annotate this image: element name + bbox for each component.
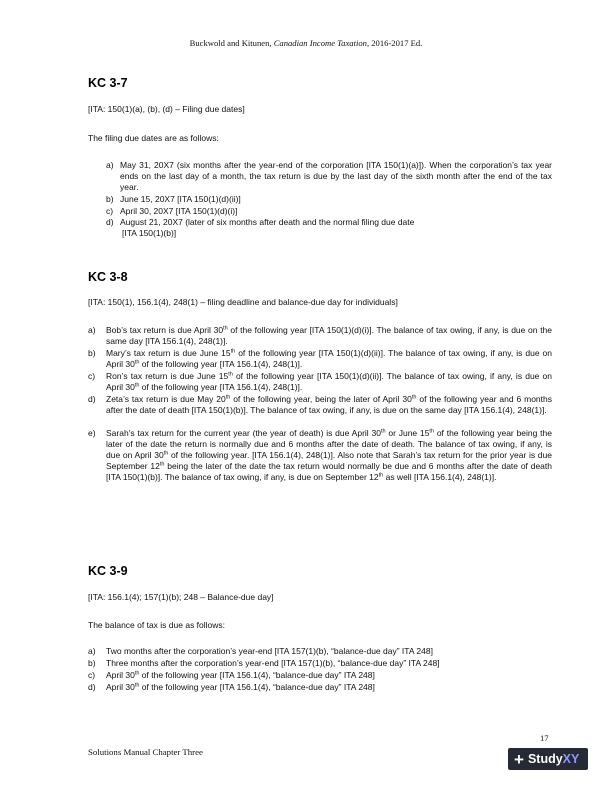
kc39-item-c-label: c) [88,670,96,680]
running-header [0,38,612,48]
kc37-reference: [ITA: 150(1)(a), (b), (d) – Filing due dates] [88,104,245,114]
kc37-item-c-text: April 30, 20X7 [ITA 150(1)(d)(i)] [120,206,238,216]
kc39-intro: The balance of tax is due as follows: [88,620,226,630]
kc39-item-b-text: Three months after the corporation’s year-end [ITA 157(1)(b), “balance-due day” ITA 248] [106,658,440,668]
kc37-item-b-text: June 15, 20X7 [ITA 150(1)(d)(ii)] [120,194,241,204]
kc37-item-c-label: c) [106,206,114,216]
kc39-item-d-text: April 30th of the following year [ITA 156.1(4), “balance-due day” ITA 248] [106,682,375,692]
header-edition: 2016-2017 Ed. [371,38,423,48]
kc39-item-d-label: d) [88,682,96,692]
kc39-item-b-label: b) [88,658,96,668]
kc39-reference: [ITA: 156.1(4); 157(1)(b); 248 – Balance-due day] [88,592,274,602]
kc37-item-d-line1: August 21, 20X7 (later of six months after death and the normal filing due date [120,217,415,227]
kc37-item-d-line2: [ITA 150(1)(b)] [122,228,177,238]
kc38-item-c-text: Ron’s tax return is due June 15th of the following year [ITA 150(1)(d)(ii)]. The balance of tax owing, if any, is due on April 30th of the following year [ITA 156.1(4), 248(1)]. [106,371,553,392]
kc38-item-b-text: Mary’s tax return is due June 15th of the following year [ITA 150(1)(d)(ii)]. The balance of tax owing, if any, is due on April 30th of the following year [ITA 156.1(4), 248(1)]. [106,348,552,369]
header-book-title: Canadian Income Taxation, [273,38,370,48]
kc38-reference: [ITA: 150(1), 156.1(4), 248(1) – filing deadline and balance-due day for individuals] [88,297,398,307]
header-authors: Buckwold and Kitunen, [189,38,272,48]
kc37-heading: KC 3-7 [88,76,128,90]
kc38-item-a-text: Bob’s tax return is due April 30th of the following year [ITA 150(1)(d)(i)]. The balance of tax owing, if any, is due on the same day [ITA 156.1(4), 248(1)]. [106,325,553,346]
page-number: 17 [540,733,549,743]
kc38-item-e-label: e) [88,428,96,438]
footer-chapter-label: Solutions Manual Chapter Three [88,747,203,757]
kc38-item-b-label: b) [88,348,96,358]
kc38-item-a-label: a) [88,325,96,335]
kc37-item-a-label: a) [106,160,114,170]
kc38-item-d-label: d) [88,394,96,404]
studyxy-logo-text: StudyXY [527,752,580,766]
kc39-item-a-label: a) [88,646,96,656]
kc38-item-e-text: Sarah’s tax return for the current year (the year of death) is due April 30th or June 15th of the following year being the later of the date the return is normally due and 6 months after the date of death. The balance of tax owing, if any, is due on April 30th of the following year. [ITA 156.1(4), 248(1)]. Also note that Sarah’s tax return for the prior year is due September 12th being the later of the date the tax return would normally be due and 6 months after the date of death [ITA 150(1)(b)]. The balance of tax owing, if any, is due on September 12th as well [ITA 156.1(4), 248(1)]. [106,428,552,482]
kc37-item-a-text: May 31, 20X7 (six months after the year-end of the corporation [ITA 150(1)(a)]). When the corporation’s tax year ends on the last day of a month, the tax return is due by the last day of the sixth month after the end of the tax year. [120,160,552,192]
kc39-heading: KC 3-9 [88,564,128,578]
plus-icon: + [514,749,524,769]
kc39-item-a-text: Two months after the corporation’s year-end [ITA 157(1)(b), “balance-due day” ITA 248] [106,646,433,656]
kc38-item-c-label: c) [88,371,96,381]
kc39-item-c-text: April 30th of the following year [ITA 156.1(4), “balance-due day” ITA 248] [106,670,375,680]
kc37-intro: The filing due dates are as follows: [88,133,219,143]
kc38-item-d-text: Zeta’s tax return is due May 20th of the following year, being the later of April 30th of the following year and 6 months after the date of death [ITA 150(1)(b)]. The balance of tax owing, if any, is due on the same day [ITA 156.1(4), 248(1)]. [106,394,552,415]
studyxy-badge[interactable] [508,748,588,770]
kc38-heading: KC 3-8 [88,270,128,284]
kc37-item-b-label: b) [106,194,114,204]
kc37-item-d-label: d) [106,217,114,227]
